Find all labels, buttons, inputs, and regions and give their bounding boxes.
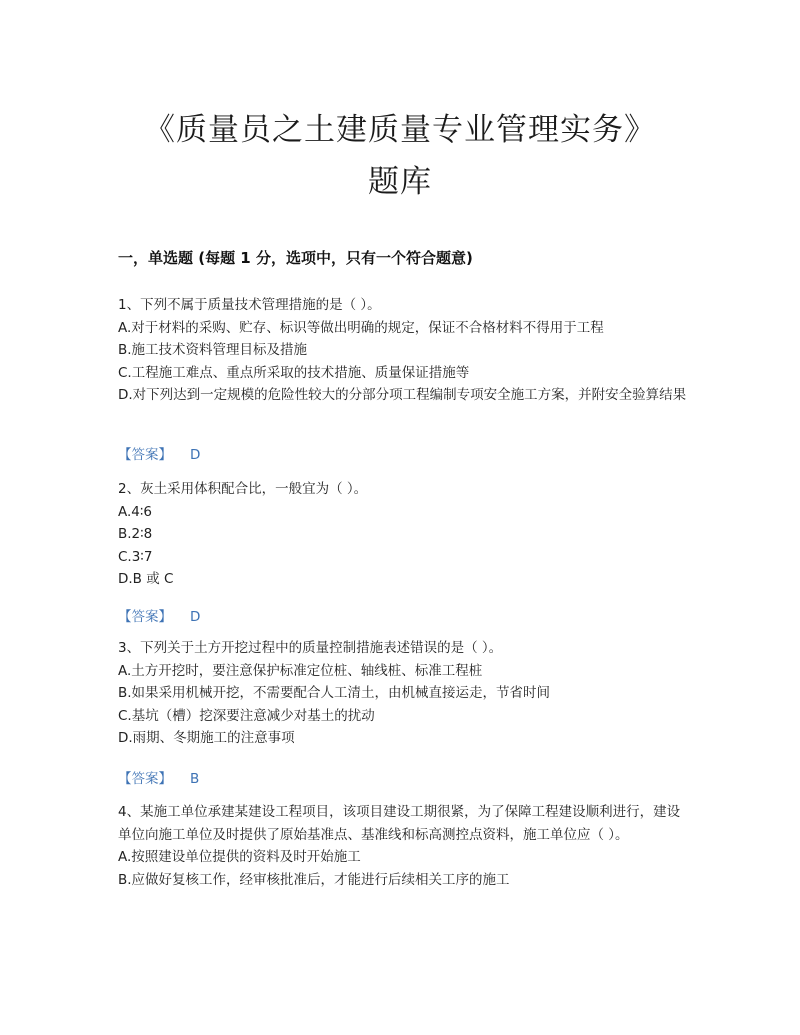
answer-value: D bbox=[190, 609, 201, 625]
option-c: C.基坑（槽）挖深要注意减少对基土的扰动 bbox=[118, 707, 375, 724]
answer-1 bbox=[118, 443, 200, 463]
question-stem: 2、灰土采用体积配合比，一般宜为（ ）。 bbox=[118, 481, 368, 497]
option-c: C.工程施工难点、重点所采取的技术措施、质量保证措施等 bbox=[118, 364, 470, 381]
question-1 bbox=[118, 294, 688, 407]
answer-label: 【答案】 bbox=[118, 447, 172, 463]
question-4 bbox=[118, 801, 688, 891]
question-stem: 4、某施工单位承建某建设工程项目，该项目建设工期很紧，为了保障工程建设顺利进行，建设单位向施工单位及时提供了原始基准点、基准线和标高测控点资料，施工单位应（ ）。 bbox=[118, 804, 681, 843]
option-d: D.B 或 C bbox=[118, 571, 174, 588]
option-b: B.施工技术资料管理目标及措施 bbox=[118, 342, 308, 359]
question-stem: 3、下列关于土方开挖过程中的质量控制措施表述错误的是（ ）。 bbox=[118, 640, 503, 656]
question-stem: 1、下列不属于质量技术管理措施的是（ ）。 bbox=[118, 297, 381, 313]
answer-value: D bbox=[190, 447, 201, 463]
document-title-line2: 题库 bbox=[368, 164, 432, 200]
option-a: A.4∶6 bbox=[118, 503, 152, 520]
option-a: A.对于材料的采购、贮存、标识等做出明确的规定，保证不合格材料不得用于工程 bbox=[118, 319, 604, 336]
option-b: B.如果采用机械开挖，不需要配合人工清土，由机械直接运走，节省时间 bbox=[118, 685, 551, 702]
answer-value: B bbox=[190, 771, 200, 787]
question-3 bbox=[118, 637, 688, 750]
option-d: D.雨期、冬期施工的注意事项 bbox=[118, 730, 295, 747]
option-b: B.应做好复核工作，经审核批准后，才能进行后续相关工序的施工 bbox=[118, 871, 510, 888]
option-b: B.2∶8 bbox=[118, 526, 153, 543]
answer-label: 【答案】 bbox=[118, 609, 172, 625]
question-2 bbox=[118, 478, 688, 591]
section-heading: 一，单选题 (每题 1 分，选项中，只有一个符合题意) bbox=[118, 249, 473, 267]
option-a: A.按照建设单位提供的资料及时开始施工 bbox=[118, 849, 361, 866]
option-d: D.对下列达到一定规模的危险性较大的分部分项工程编制专项安全施工方案，并附安全验算结果 bbox=[118, 387, 687, 404]
answer-3 bbox=[118, 767, 199, 787]
option-a: A.土方开挖时，要注意保护标准定位桩、轴线桩、标准工程桩 bbox=[118, 662, 483, 679]
option-c: C.3∶7 bbox=[118, 548, 153, 565]
answer-label: 【答案】 bbox=[118, 771, 172, 787]
document-title-line1: 《质量员之土建质量专业管理实务》 bbox=[144, 112, 656, 148]
answer-2 bbox=[118, 605, 200, 625]
